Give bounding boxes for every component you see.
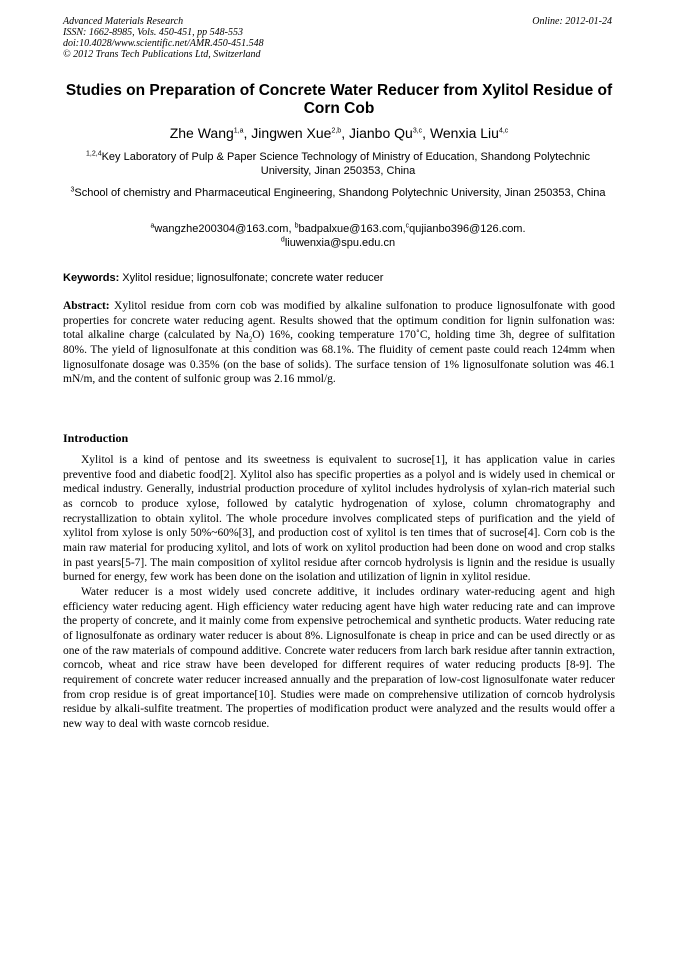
body-paragraph: Water reducer is a most widely used concrete additive, it includes ordinary water-reducing agent and high efficiency water reducing agent. High efficiency water reducing agent have high water reducing rate and can improve the property of concrete, and it mainly come from expensive petrochemical and synthetic products. Water reducing rate of lignosulfonate as ordinary water reducer is about 8%. Lignosulfonate is cheap in price and can be used directly or as one of the raw materials of compound additive. Concrete water reducers from larch bark residue after tannin extraction, corncob, wheat and rice straw have been developed for different requires of water reducing products [8-9]. The requirement of concrete water reducer increased annually and the preparation of low-cost lignosulfonate water reducer from crop residue is of great importance[10]. Studies were made on comprehensive utilization of corncob hydrolysis residue by alkali-sulfite treatment. The properties of modification product were analyzed and the results would offer a new way to deal with waste corncob residue. xyxy=(63,585,615,730)
affiliation xyxy=(63,186,613,200)
author-name: Wenxia Liu xyxy=(429,125,499,141)
author-name: Zhe Wang xyxy=(169,125,234,141)
abstract-text: Xylitol residue from corn cob was modified by alkaline sulfonation to produce lignosulfonate with good properties for concrete water reducing agent. Results showed that the optimum condition for lignin sulfonation was: total alkaline charge (calculated by Na xyxy=(63,300,615,342)
journal-header xyxy=(63,16,264,60)
section-heading: Introduction xyxy=(63,431,129,445)
affiliation-sup: 1,2,4 xyxy=(86,150,102,158)
email-sup: c xyxy=(405,222,410,230)
keywords-label: Keywords: xyxy=(63,272,120,284)
author-emails xyxy=(63,222,613,250)
abstract xyxy=(63,299,615,387)
keywords xyxy=(63,271,615,285)
paper-title: Studies on Preparation of Concrete Water Reducer from Xylitol Residue of Corn Cob xyxy=(65,82,613,117)
email-address[interactable]: liuwenxia@spu.edu.cn xyxy=(284,237,396,249)
online-date: Online: 2012-01-24 xyxy=(532,16,612,27)
author-sup: 3,c xyxy=(412,127,423,135)
author-sup: 2,b xyxy=(331,127,342,135)
abstract-text: O) 16%, cooking temperature 170˚C, holding time 3h, degree of sulfitation 80%. The yield of lignosulfonate at this condition was 68.1%. The fluidity of cement paste could reach 124mm when lignosulfonate dosage was 0.35% (on the base of solids). The surface tension of 1% lignosulfonate solution was 46.1 mN/m, and the content of sulfonic group was 2.16 mmol/g. xyxy=(63,329,615,386)
abstract-label: Abstract: xyxy=(63,300,110,312)
copyright-line: © 2012 Trans Tech Publications Ltd, Switzerland xyxy=(63,49,261,60)
email-address[interactable]: wangzhe200304@163.com, xyxy=(154,223,295,235)
affiliation-text: School of chemistry and Pharmaceutical Engineering, Shandong Polytechnic University, Jinan 250353, China xyxy=(74,187,606,199)
abstract-subscript: 2 xyxy=(248,335,253,344)
journal-name: Advanced Materials Research xyxy=(63,16,184,27)
author-list: Zhe Wang$^{1,a}$, Jingwen Xue$^{2,b}$, Jianbo Qu$^{3,c}$, Wenxia Liu$^{4,c}$ xyxy=(169,125,509,141)
affiliation-sup: 3 xyxy=(70,186,75,194)
affiliation xyxy=(63,150,613,178)
author-name: Jianbo Qu xyxy=(348,125,413,141)
introduction-body xyxy=(63,453,615,731)
author-sup: 1,a xyxy=(233,127,244,135)
doi-line: doi:10.4028/www.scientific.net/AMR.450-451.548 xyxy=(63,38,264,49)
keywords-text: Xylitol residue; lignosulfonate; concrete water reducer xyxy=(119,272,384,284)
email-sup: d xyxy=(280,236,285,244)
email-sup: b xyxy=(294,222,299,230)
email-address[interactable]: qujianbo396@126.com. xyxy=(409,223,526,235)
body-paragraph: Xylitol is a kind of pentose and its sweetness is equivalent to sucrose[1], it has application value in caries preventive food and diabetic food[2]. Xylitol also has specific properties as a polyol and is widely used in chemical or medical industry. Generally, industrial production procedure of xylitol includes hydrolysis of xylan-rich material such as corncob to produce xylose, followed by catalytic hydrogenation of xylose, column chromatography and recrystallization to obtain xylitol. The whole procedure involves complicated steps of purification and the yield of xylitol from xylose is only 50%~60%[3], and production cost of xylitol is ten times that of sucrose[4]. Corn cob is the main raw material for producing xylitol, and lots of work on xylitol production had been done on wood and crop stalks in past years[5-7]. The main composition of xylitol residue after corncob hydrolysis is lignin and the residue is usually burned for energy, few work has been done on the isolation and utilization of lignin in xylitol residue. xyxy=(63,454,615,584)
issn-line: ISSN: 1662-8985, Vols. 450-451, pp 548-553 xyxy=(63,27,243,38)
email-sup: a xyxy=(150,222,155,230)
affiliation-text: Key Laboratory of Pulp & Paper Science Technology of Ministry of Education, Shandong Polytechnic University, Jinan 250353, China xyxy=(101,151,590,177)
email-address[interactable]: badpalxue@163.com, xyxy=(298,223,406,235)
author-name: Jingwen Xue xyxy=(251,125,332,141)
author-sup: 4,c xyxy=(498,127,509,135)
